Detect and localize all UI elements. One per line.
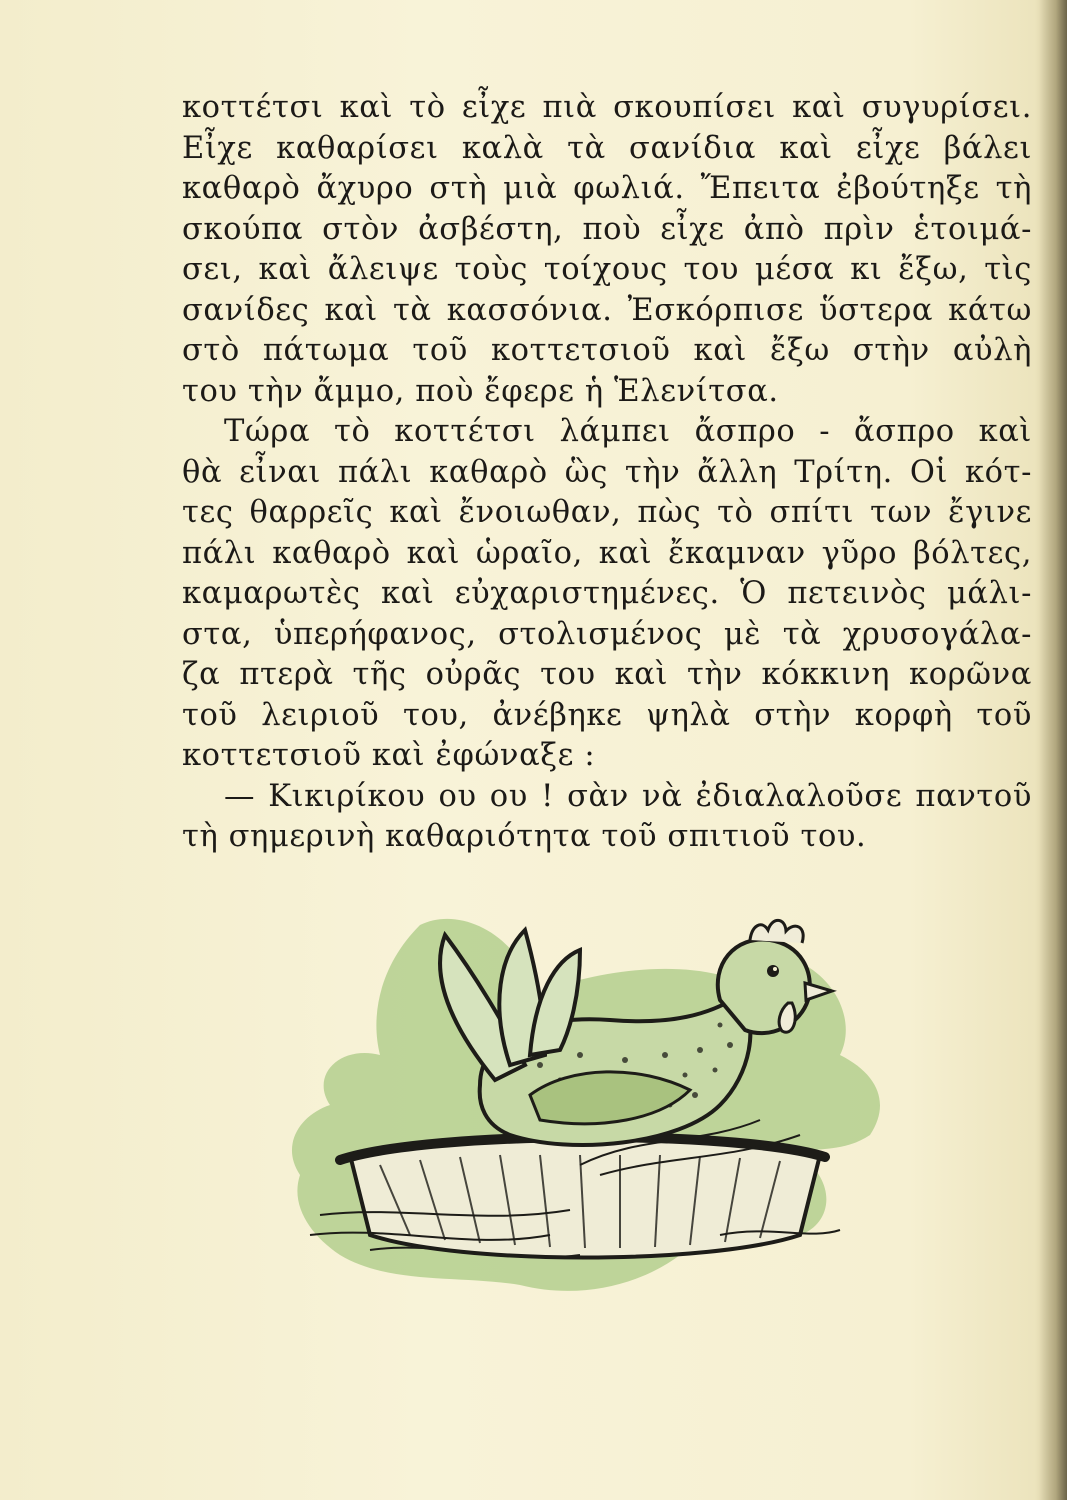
text-line: Εἶχε καθαρίσει καλὰ τὰ σανίδια καὶ εἶχε βάλει (182, 130, 1032, 166)
text-line: κοττέτσι καὶ τὸ εἶχε πιὰ σκουπίσει καὶ συγυρίσει. (182, 90, 1032, 125)
hen-on-nest-illustration (280, 905, 900, 1305)
text-line: τες θαρρεῖς καὶ ἔνοιωθαν, πὼς τὸ σπίτι των ἔγινε (182, 495, 1032, 530)
text-line: στὸ πάτωμα τοῦ κοττετσιοῦ καὶ ἔξω στὴν αὐλὴ (182, 333, 1032, 368)
text-line: Τώρα τὸ κοττέτσι λάμπει ἄσπρο - ἄσπρο καὶ (224, 414, 1032, 449)
hen-eye (767, 965, 779, 977)
story-text (182, 88, 1032, 858)
text-line: του τὴν ἄμμο, ποὺ ἔφερε ἡ Ἑλενίτσα. (182, 373, 779, 409)
text-line: στα, ὑπερήφανος, στολισμένος μὲ τὰ χρυσογάλα- (182, 616, 1032, 652)
text-line: τὴ σημερινὴ καθαριότητα τοῦ σπιτιοῦ του. (182, 819, 867, 854)
text-line: κοττετσιοῦ καὶ ἐφώναξε : (182, 738, 596, 773)
text-line: καθαρὸ ἄχυρο στὴ μιὰ φωλιά. Ἔπειτα ἐβούτηξε τὴ (182, 171, 1032, 206)
hen-comb (750, 920, 803, 943)
text-line: ζα πτερὰ τῆς οὐρᾶς του καὶ τὴν κόκκινη κορῶνα (182, 657, 1032, 692)
text-line: σανίδες καὶ τὰ κασσόνια. Ἐσκόρπισε ὕστερα κάτω (182, 292, 1032, 328)
text-line: σκούπα στὸν ἀσβέστη, ποὺ εἶχε ἀπὸ πρὶν ἑτοιμά- (182, 211, 1032, 247)
text-line: τοῦ λειριοῦ του, ἀνέβηκε ψηλὰ στὴν κορφὴ τοῦ (182, 697, 1032, 733)
text-line: καμαρωτὲς καὶ εὐχαριστημένες. Ὁ πετεινὸς μάλι- (182, 576, 1032, 611)
text-line: θὰ εἶναι πάλι καθαρὸ ὣς τὴν ἄλλη Τρίτη. Οἱ κότ- (182, 454, 1032, 490)
text-line: — Κικιρίκου ου ου ! σὰν νὰ ἐδιαλαλοῦσε παντοῦ (224, 778, 1032, 814)
text-line: πάλι καθαρὸ καὶ ὡραῖο, καὶ ἔκαμναν γῦρο βόλτες, (182, 535, 1032, 571)
text-line: σει, καὶ ἄλειψε τοὺς τοίχους του μέσα κι ἔξω, τὶς (182, 252, 1032, 287)
page-binding-shadow (1039, 0, 1067, 1500)
